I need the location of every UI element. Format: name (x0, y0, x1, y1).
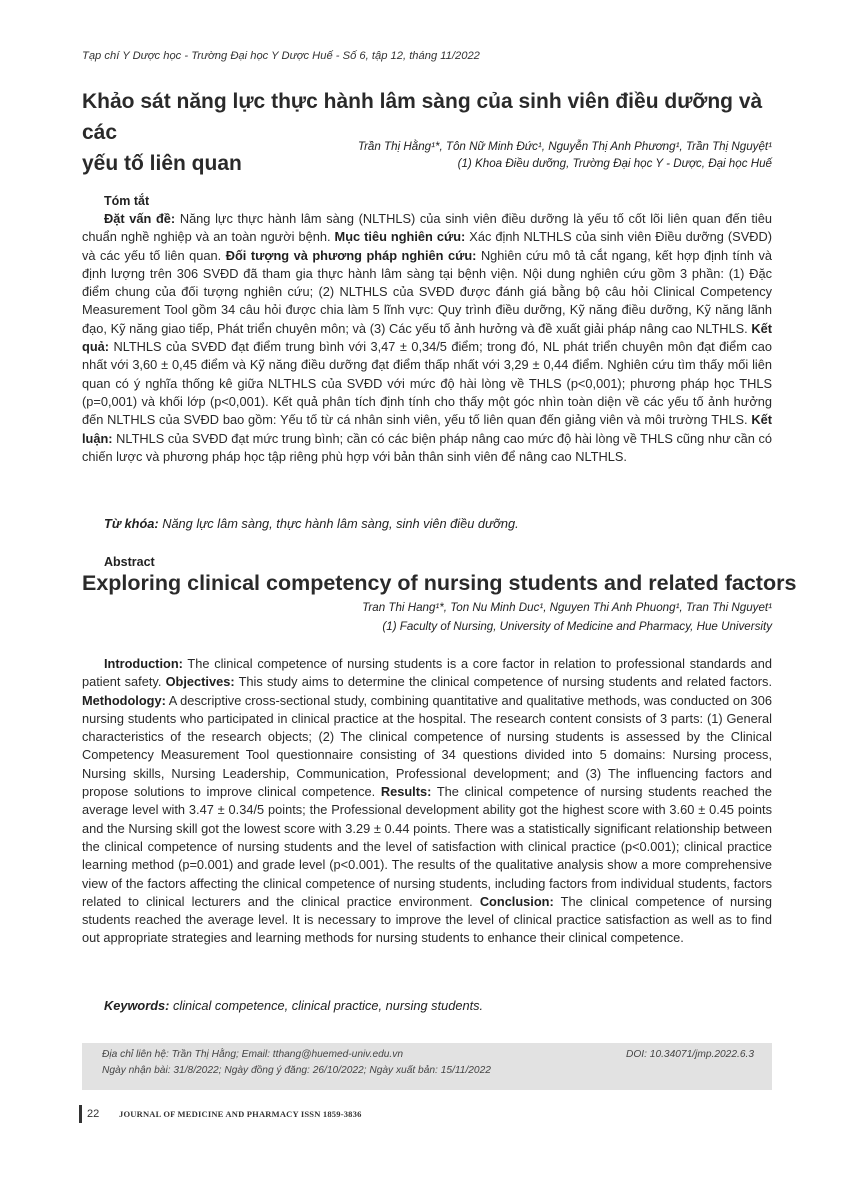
methods-label: Đối tượng và phương pháp nghiên cứu: (225, 247, 477, 263)
keywords-en-text: clinical competence, clinical practice, nursing students. (169, 998, 484, 1013)
abstract-heading: Abstract (104, 555, 155, 569)
keywords-en-label: Keywords: (104, 998, 170, 1013)
journal-name: JOURNAL OF MEDICINE AND PHARMACY ISSN 1859-3836 (119, 1109, 362, 1119)
publication-dates: Ngày nhận bài: 31/8/2022; Ngày đồng ý đăng: 26/10/2022; Ngày xuất bản: 15/11/2022 (102, 1065, 491, 1076)
authors-english: Tran Thi Hang¹*, Ton Nu Minh Duc¹, Nguyen Thi Anh Phuong¹, Tran Thi Nguyet¹ (362, 601, 772, 614)
affiliation-vietnamese: (1) Khoa Điều dưỡng, Trường Đại học Y - Dược, Đại học Huế (457, 157, 772, 170)
summary-heading: Tóm tắt (104, 194, 150, 208)
results-text: NLTHLS của SVĐD đạt điểm trung bình với 3,47 ± 0,34/5 điểm; trong đó, NL phát triển chuyên môn đạt điểm cao nhất với 3,60 ± 0,45 điểm và Kỹ năng điều dưỡng đạt điểm thấp nhất với 3,29 ± 0,44 điểm. Nghiên cứu tìm thấy mối liên quan có ý nghĩa thống kê giữa NLTHLS của SVĐD với mức độ hài lòng về THLS (p<0,001); phương pháp học THLS (p=0,001) và khối lớp (p<0,001). Kết quả phân tích định tính cho thấy một góc nhìn toàn diện về các yếu tố ảnh hưởng đến NLTHLS của SVĐD bao gồm: Yếu tố từ cá nhân sinh viên, yếu tố liên quan đến giảng viên và môi trường THLS. (82, 339, 772, 428)
methodology-text: A descriptive cross-sectional study, combining quantitative and qualitative methods, was conducted on 306 nursing students who participated in clinical practice at the hospital. The research content consists of 3 parts: (1) General characteristics of the research objects; (2) The clinical competence of nursing students is assessed by the Clinical Competency Measurement Tool questionnaire consisting of 34 questions divided into 5 domains: Nursing process, Nursing skills, Nursing Leadership, Communication, Professional development; and (3) The influencing factors and propose solutions to improve clinical competence. (82, 692, 772, 800)
background-label: Đặt vấn đề: (104, 211, 176, 226)
correspondence-box (82, 1043, 772, 1090)
contact-info: Địa chỉ liên hệ: Trần Thị Hằng; Email: tthang@huemed-univ.edu.vn (102, 1049, 404, 1060)
english-abstract (82, 655, 772, 948)
intro-text: The clinical competence of nursing students is a core factor in relation to professional standards and patient safety. (82, 656, 772, 690)
intro-label: Introduction: (104, 656, 183, 671)
title-vi-line-1: Khảo sát năng lực thực hành lâm sàng của sinh viên điều dưỡng và các (82, 90, 763, 144)
objectives-label: Objectives: (165, 674, 235, 690)
methods-text: Nghiên cứu mô tả cắt ngang, kết hợp định tính và định lượng trên 306 SVĐD đã tham gia thực hành lâm sàng tại bệnh viện. Nội dung nghiên cứu gồm 3 phần: (1) Đặc điểm chung của đối tượng nghiên cứu; (2) NLTHLS của SVĐD được đánh giá bằng bộ câu hỏi Clinical Competency Measurement Tool gồm 34 câu hỏi được chia làm 5 lĩnh vực: Quy trình điều dưỡng, Kỹ năng điều dưỡng, Kỹ năng lãnh đạo, Kỹ năng giao tiếp, Phát triển chuyên môn; và (3) Các yếu tố ảnh hưởng và đề xuất giải pháp nâng cao NLTHLS. (82, 247, 773, 336)
objective-label: Mục tiêu nghiên cứu: (334, 229, 466, 245)
results-en-label: Results: (380, 784, 432, 800)
conclusion-en-text: The clinical competence of nursing students reached the average level. It is necessary to improve the level of clinical practice satisfaction as well as to find out appropriate strategies and learning methods for nursing students to enhance their clinical competence. (82, 893, 772, 946)
doi: DOI: 10.34071/jmp.2022.6.3 (626, 1049, 754, 1060)
results-en-text: The clinical competence of nursing students reached the average level with 3.47 ± 0.34/5 points; the Professional development ability got the highest score with 3.60 ± 0.45 points and the Nursing skill got the lowest score with 3.29 ± 0.44 points. There was a statistically significant relationship between the clinical competence of nursing students and the level of satisfaction with clinical practice (p<0.001); clinical practice learning method (p=0.001) and grade level (p<0.001). The results of the qualitative analysis show a more comprehensive view of the factors affecting the clinical competence of nursing students, including factors from individual students, factors related to clinical lecturers and the clinical practice environment. (82, 784, 772, 909)
page-bar (79, 1105, 82, 1123)
keywords-english (104, 998, 483, 1013)
keywords-vi-label: Từ khóa: (104, 516, 159, 531)
conclusion-en-label: Conclusion: (479, 893, 554, 909)
methodology-label: Methodology: (82, 692, 166, 708)
vietnamese-abstract (82, 210, 772, 466)
title-vi-line-2: yếu tố liên quan (82, 152, 242, 175)
affiliation-english: (1) Faculty of Nursing, University of Medicine and Pharmacy, Hue University (382, 620, 772, 633)
objectives-text: This study aims to determine the clinical competence of nursing students and related factors. (234, 674, 773, 690)
conclusion-text: NLTHLS của SVĐD đạt mức trung bình; cần có các biện pháp nâng cao mức độ hài lòng về THLS cũng như cần có chiến lược và phương pháp học tập riêng phù hợp với bản thân sinh viên để nâng cao NLTHLS. (82, 430, 772, 464)
authors-vietnamese: Trần Thị Hằng¹*, Tôn Nữ Minh Đức¹, Nguyễn Thị Anh Phương¹, Trần Thị Nguyệt¹ (357, 140, 772, 153)
article-title-english: Exploring clinical competency of nursing students and related factors (82, 571, 797, 595)
page-number: 22 (87, 1108, 100, 1120)
results-label: Kết quả: (82, 320, 772, 355)
running-header: Tạp chí Y Dược học - Trường Đại học Y Dược Huế - Số 6, tập 12, tháng 11/2022 (82, 50, 480, 62)
keywords-vi-text: Năng lực lâm sàng, thực hành lâm sàng, sinh viên điều dưỡng. (158, 516, 519, 531)
conclusion-label: Kết luận: (82, 412, 772, 446)
background-text: Năng lực thực hành lâm sàng (NLTHLS) của sinh viên điều dưỡng là yếu tố cốt lõi liên quan đến tiêu chuẩn nghề nghiệp và an toàn người bệnh. (82, 211, 772, 245)
objective-text: Xác định NLTHLS của sinh viên Điều dưỡng (SVĐD) và các yếu tố liên quan. (82, 229, 772, 263)
keywords-vietnamese (104, 516, 519, 531)
